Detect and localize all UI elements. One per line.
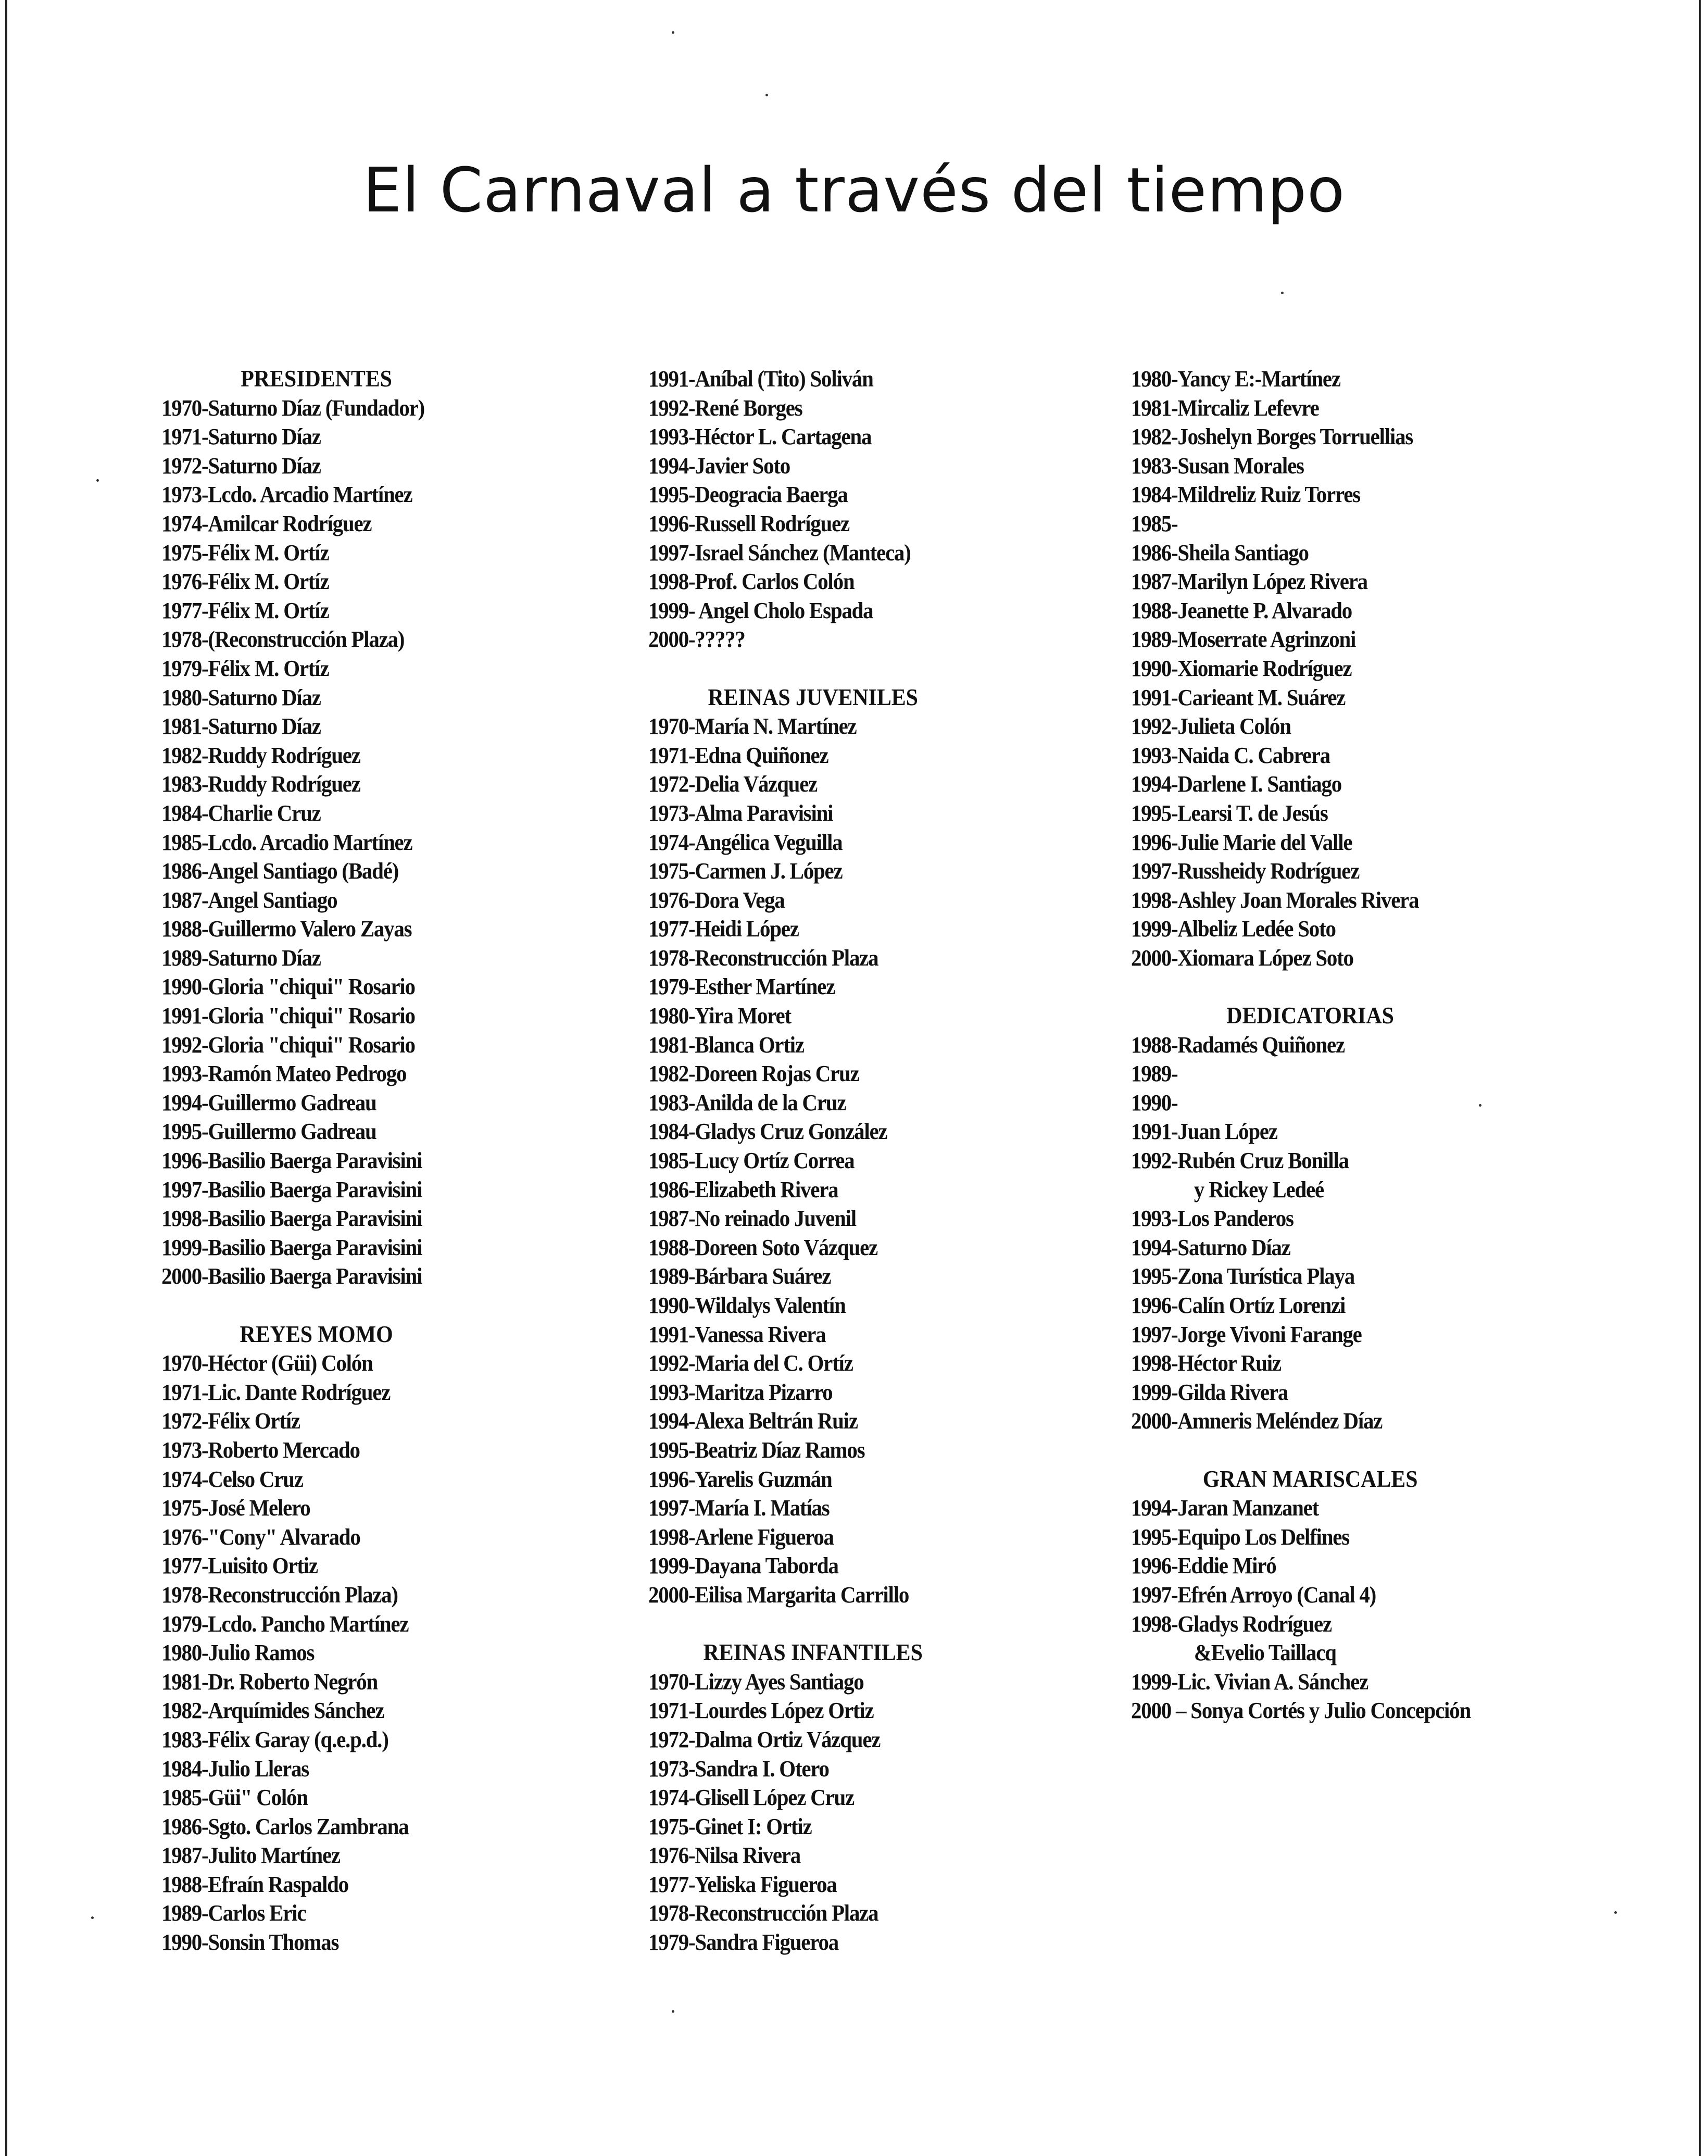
list-item: 1992-Julieta Colón [1131,713,1291,739]
list-item: 1995-Beatriz Díaz Ramos [648,1437,865,1463]
list-item: 1998-Ashley Joan Morales Rivera [1131,887,1419,913]
list-item: 1979-Sandra Figueroa [648,1929,838,1956]
list-item: 1993-Ramón Mateo Pedrogo [161,1061,407,1087]
list-item: 1994-Jaran Manzanet [1131,1495,1319,1521]
list-item: 1985-Güi" Colón [161,1785,308,1811]
list-item: 1993-Naida C. Cabrera [1131,742,1330,768]
list-item: 1992-Maria del C. Ortíz [648,1350,853,1376]
list-item: 1998-Prof. Carlos Colón [648,569,855,595]
section-reinas-juveniles [648,683,977,1610]
list-item: 1996-Basilio Baerga Paravisini [161,1148,422,1174]
list-item: 1972-Saturno Díaz [161,453,321,479]
list-item: 1974-Angélica Veguilla [648,829,843,855]
list-item: 1992-Rubén Cruz Bonilla [1131,1148,1349,1174]
list-item: 1997-Basilio Baerga Paravisini [161,1176,422,1202]
list-item: 1990-Wildalys Valentín [648,1293,846,1318]
list-item: 1994-Javier Soto [648,453,790,479]
list-item: 1988-Radamés Quiñonez [1131,1032,1345,1058]
list-item: 1999- Angel Cholo Espada [648,597,873,623]
list-item: 1997-María I. Matías [648,1495,830,1521]
list-item: 1972-Dalma Ortiz Vázquez [648,1726,881,1752]
entry-list [1131,1494,1489,1725]
list-item: 1993-Héctor L. Cartagena [648,424,872,450]
list-item: 1977-Luisito Ortiz [161,1553,318,1579]
list-item: 1974-Amilcar Rodríguez [161,510,372,536]
column-1 [161,365,471,1957]
list-item: 1998-Gladys Rodríguez [1131,1611,1332,1637]
column-3 [1131,365,1489,1725]
section-heading: GRAN MARISCALES [1202,1465,1418,1492]
list-item: 1976-Dora Vega [648,887,785,913]
list-item: 1991-Gloria "chiqui" Rosario [161,1003,415,1029]
list-item-continuation: y Rickey Ledeé [1194,1176,1324,1202]
list-item: 1990-Xiomarie Rodríguez [1131,655,1352,681]
list-item: 1984-Gladys Cruz González [648,1119,887,1145]
list-item: 1997-Jorge Vivoni Farange [1131,1321,1362,1347]
list-item: 1983-Félix Garay (q.e.p.d.) [161,1726,388,1752]
list-item: 1983-Susan Morales [1131,453,1304,479]
list-item: 1978-Reconstrucción Plaza [648,945,878,971]
list-item: 1994-Guillermo Gadreau [161,1089,376,1115]
list-item: 1996-Julie Marie del Valle [1131,829,1352,855]
list-item: 1981-Mircaliz Lefevre [1131,395,1319,421]
list-item: 1984-Julio Lleras [161,1756,309,1782]
list-item: 2000-Amneris Meléndez Díaz [1131,1408,1383,1434]
section-presidentes-continued [648,365,977,654]
list-item: 1996-Russell Rodríguez [648,510,850,536]
list-item: 2000-Xiomara López Soto [1131,945,1353,971]
list-item: 1990-Gloria "chiqui" Rosario [161,974,415,1000]
list-item: 1987-Julito Martínez [161,1842,340,1869]
list-item: 1973-Sandra I. Otero [648,1756,829,1782]
section-presidentes [161,365,471,1291]
column-2 [648,365,977,1957]
list-item: 2000-Basilio Baerga Paravisini [161,1263,422,1289]
section-gap [1131,972,1489,1001]
list-item: 1982-Arquímides Sánchez [161,1698,384,1724]
list-item: 2000-Eilisa Margarita Carrillo [648,1582,909,1608]
list-item: 1975-José Melero [161,1495,310,1521]
list-item: 1975-Ginet I: Ortiz [648,1813,812,1839]
section-reyes-momo [161,1320,471,1957]
entry-list [161,394,471,1291]
list-item: 1995-Zona Turística Playa [1131,1263,1355,1289]
list-item: 1999-Gilda Rivera [1131,1379,1288,1405]
list-item: 1982-Doreen Rojas Cruz [648,1061,859,1087]
scan-speck [765,94,768,96]
scan-speck [96,479,99,482]
scan-speck [91,1916,94,1919]
list-item: 1970-María N. Martínez [648,713,857,739]
list-item: 1993-Maritza Pizarro [648,1379,833,1405]
list-item: 1983-Anilda de la Cruz [648,1089,846,1115]
entry-list [648,712,977,1609]
entry-list [648,365,977,654]
list-item: 1989-Saturno Díaz [161,945,321,971]
entry-list [161,1349,471,1957]
list-item: 1988-Guillermo Valero Zayas [161,916,412,942]
entry-list [1131,1031,1489,1436]
list-item: 1982-Ruddy Rodríguez [161,742,360,768]
list-item: 1970-Saturno Díaz (Fundador) [161,395,424,421]
scan-speck [1614,1911,1617,1914]
list-item: 1997-Israel Sánchez (Manteca) [648,540,911,566]
list-item: 1992-Gloria "chiqui" Rosario [161,1032,415,1058]
list-item: 1996-Calín Ortíz Lorenzi [1131,1293,1346,1318]
list-item: 1987-No reinado Juvenil [648,1206,856,1232]
section-gran-mariscales [1131,1465,1489,1725]
page-title: El Carnaval a través del tiempo [362,154,1346,226]
list-item: 1995-Equipo Los Delfines [1131,1524,1349,1550]
list-item: 1999-Lic. Vivian A. Sánchez [1131,1669,1368,1695]
list-item: 1986-Sgto. Carlos Zambrana [161,1813,409,1839]
list-item: 1986-Elizabeth Rivera [648,1176,838,1202]
list-item: 1989- [1131,1061,1178,1087]
list-item: 1972-Delia Vázquez [648,771,818,797]
list-item: 1979-Félix M. Ortíz [161,655,329,681]
list-item: 1983-Ruddy Rodríguez [161,771,360,797]
list-item: 1985-Lucy Ortíz Correa [648,1148,855,1174]
scan-speck [672,2010,674,2013]
list-item: 1989-Moserrate Agrinzoni [1131,626,1356,653]
list-item: 1973-Roberto Mercado [161,1437,360,1463]
list-item: 1976-Nilsa Rivera [648,1842,800,1869]
list-item: 1970-Héctor (Güi) Colón [161,1350,373,1376]
list-item: 1991-Carieant M. Suárez [1131,684,1346,710]
list-item: 1975-Carmen J. López [648,858,843,884]
list-item: 1987-Marilyn López Rivera [1131,569,1367,595]
section-gap [1131,1436,1489,1465]
list-item: 1977-Yeliska Figueroa [648,1871,837,1897]
section-reinas-infantiles [648,1638,977,1957]
list-item: 1982-Joshelyn Borges Torruellias [1131,424,1413,450]
list-item: 1986-Sheila Santiago [1131,540,1309,566]
list-item: 1984-Mildreliz Ruiz Torres [1131,482,1360,508]
section-gap [648,1610,977,1639]
list-item: 1994-Alexa Beltrán Ruiz [648,1408,858,1434]
list-item: 1993-Los Panderos [1131,1206,1293,1232]
list-item: 1991-Aníbal (Tito) Soliván [648,366,873,392]
list-item: 1999-Basilio Baerga Paravisini [161,1234,422,1260]
section-dedicatorias [1131,1001,1489,1436]
list-item: 1998-Arlene Figueroa [648,1524,834,1550]
list-item: 1997-Russheidy Rodríguez [1131,858,1360,884]
list-item: 1990- [1131,1089,1178,1115]
list-item: 1991-Vanessa Rivera [648,1321,826,1347]
section-heading: DEDICATORIAS [1226,1002,1394,1029]
entry-list [1131,365,1489,972]
list-item: 1999-Albeliz Ledée Soto [1131,916,1336,942]
list-item-continuation: &Evelio Taillacq [1194,1640,1336,1666]
section-heading: REYES MOMO [240,1321,393,1347]
list-item: 1976-Félix M. Ortíz [161,569,329,595]
list-item: 1996-Yarelis Guzmán [648,1466,832,1492]
list-item: 1992-René Borges [648,395,802,421]
list-item: 1980-Yancy E:-Martínez [1131,366,1340,392]
scan-speck [672,31,674,34]
section-gap [161,1291,471,1320]
list-item: 1978-Reconstrucción Plaza) [161,1582,398,1608]
list-item: 1974-Celso Cruz [161,1466,303,1492]
section-heading: REINAS INFANTILES [703,1639,923,1666]
list-item: 2000-????? [648,626,745,653]
list-item: 1971-Saturno Díaz [161,424,321,450]
list-item: 1981-Dr. Roberto Negrón [161,1669,378,1695]
list-item: 1971-Edna Quiñonez [648,742,828,768]
list-item: 1973-Lcdo. Arcadio Martínez [161,482,412,508]
list-item: 1971-Lourdes López Ortiz [648,1698,874,1724]
list-item: 1977-Heidi López [648,916,799,942]
list-item: 1995-Guillermo Gadreau [161,1119,376,1145]
list-item: 1988-Doreen Soto Vázquez [648,1234,878,1260]
section-heading: REINAS JUVENILES [708,684,918,710]
list-item: 1972-Félix Ortíz [161,1408,300,1434]
list-item: 1987-Angel Santiago [161,887,337,913]
list-item: 1980-Saturno Díaz [161,684,321,710]
list-item: 1998-Basilio Baerga Paravisini [161,1206,422,1232]
list-item: 1999-Dayana Taborda [648,1553,838,1579]
list-item: 1981-Saturno Díaz [161,713,321,739]
scan-edge-left [5,0,7,2156]
list-item: 1978-Reconstrucción Plaza [648,1900,878,1926]
list-item: 1984-Charlie Cruz [161,800,321,826]
list-item: 1980-Yira Moret [648,1003,791,1029]
list-item: 1995-Learsi T. de Jesús [1131,800,1328,826]
list-item: 1989-Bárbara Suárez [648,1263,831,1289]
list-item: 1974-Glisell López Cruz [648,1785,854,1811]
list-item: 1978-(Reconstrucción Plaza) [161,626,405,653]
list-item: 1998-Héctor Ruiz [1131,1350,1281,1376]
scan-speck [1281,292,1284,294]
scan-edge-right [1699,0,1701,2156]
list-item: 1975-Félix M. Ortíz [161,540,329,566]
list-item: 1979-Lcdo. Pancho Martínez [161,1611,409,1637]
list-item: 1979-Esther Martínez [648,974,835,1000]
list-item: 1990-Sonsin Thomas [161,1929,339,1956]
section-heading: PRESIDENTES [241,366,392,392]
section-reinas-infantiles-continued [1131,365,1489,972]
list-item: 1981-Blanca Ortiz [648,1032,804,1058]
list-item: 1986-Angel Santiago (Badé) [161,858,399,884]
list-item: 1988-Efraín Raspaldo [161,1871,348,1897]
list-item: 1994-Darlene I. Santiago [1131,771,1342,797]
list-item: 1976-"Cony" Alvarado [161,1524,360,1550]
list-item: 1994-Saturno Díaz [1131,1234,1290,1260]
list-item: 1971-Lic. Dante Rodríguez [161,1379,391,1405]
list-item: 1985-Lcdo. Arcadio Martínez [161,829,412,855]
list-item: 1977-Félix M. Ortíz [161,597,329,623]
list-item: 1996-Eddie Miró [1131,1553,1276,1579]
list-item: 1985- [1131,510,1178,536]
list-item: 1988-Jeanette P. Alvarado [1131,597,1352,623]
list-item: 2000 – Sonya Cortés y Julio Concepción [1131,1698,1471,1724]
section-gap [648,654,977,683]
list-item: 1991-Juan López [1131,1119,1277,1145]
list-item: 1989-Carlos Eric [161,1900,306,1926]
list-item: 1980-Julio Ramos [161,1640,315,1666]
list-item: 1970-Lizzy Ayes Santiago [648,1669,864,1695]
list-item: 1995-Deogracia Baerga [648,482,848,508]
list-item: 1973-Alma Paravisini [648,800,833,826]
entry-list [648,1668,977,1957]
list-item: 1997-Efrén Arroyo (Canal 4) [1131,1582,1376,1608]
